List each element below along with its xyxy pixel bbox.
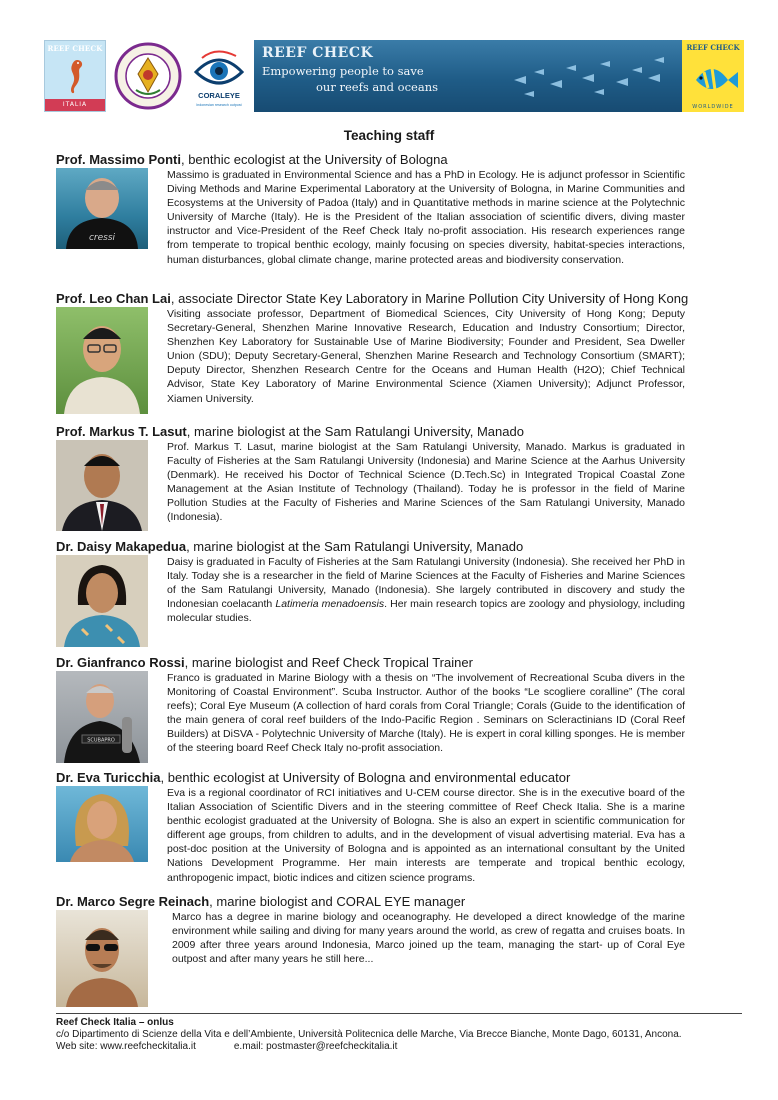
fish-school-icon: [504, 50, 674, 105]
svg-text:cressi: cressi: [88, 233, 116, 243]
reef-check-worldwide-logo: [682, 40, 744, 112]
staff-bio: Marco has a degree in marine biology and oceanography. He developed a direct knowledge of the marine environment while sailing and diving for many years around the world, as crew of regatta and cruises boats. In 2009 after three years around Indonesia, Marco joined up the team, managing the start- up of Coral Eye outpost and after many years he still here...: [172, 911, 685, 966]
staff-bio: Visiting associate professor, Department of Biomedical Sciences, City University of Hong Kong; Deputy Secretary-General, Shenzhen Marine Innovative Research, Education and Industry Consortium; Director, Shenzhen Key Laboratory for Sustainable Use of Marine Biodiversity; Founder and President, Sea Dweller Union (SDU); Deputy Secretary-General, Shenzhen Marine Research and Technology Consortium (SMART); Deputy Director, Shenzhen Research Centre for the Oceans and Human Health (H2O); Chief Technical Advisor, State Key Laboratory of Marine Environmental Science (Xiamen University); Adjunct Professor, Xiamen University.: [167, 308, 685, 405]
footer-organization: Reef Check Italia – onlus: [56, 1017, 174, 1028]
staff-name: Prof. Leo Chan Lai: [56, 291, 171, 306]
staff-name: Dr. Marco Segre Reinach: [56, 894, 210, 909]
staff-entry-lasut: [56, 424, 686, 524]
staff-name: Dr. Gianfranco Rossi: [56, 655, 185, 670]
staff-role: , associate Director State Key Laboratory in Marine Pollution City University of Hong Kong: [170, 291, 689, 306]
worldwide-logo-bottom-text: WORLDWIDE: [692, 104, 734, 110]
staff-name: Prof. Markus T. Lasut: [56, 424, 187, 439]
coral-eye-logo: [190, 40, 248, 112]
staff-heading: [56, 655, 686, 671]
staff-bio: Prof. Markus T. Lasut, marine biologist at the Sam Ratulangi University, Manado. Markus is graduated in Faculty of Fisheries at the Sam Ratulangi University (Indonesia) and Marine Science at the Aarhus University (Denmark). He received his Doctor of Technical Science (D.Tech.Sc) in Integrated Tropical Coastal Zone Management at the Asian Institute of Technology (Thailand). Today he is professor in the field of Marine Pollution Studies at the Faculty of Fisheries and Marine Sciences of the Sam Ratulangi University, Manado (Indonesia).: [167, 441, 685, 524]
worldwide-logo-top-text: REEF CHECK: [686, 43, 740, 52]
staff-photo: [56, 910, 148, 1007]
footer-address: c/o Dipartimento di Scienze della Vita e dell’Ambiente, Università Politecnica delle Marche, Via Brecce Bianche, Monte Dago, 60131, Ancona.: [56, 1029, 682, 1040]
footer-contacts: [56, 1041, 742, 1053]
staff-name: Dr. Eva Turicchia: [56, 770, 161, 785]
staff-name: Prof. Massimo Ponti: [56, 152, 181, 167]
staff-photo: [56, 671, 148, 763]
staff-role: , marine biologist at the Sam Ratulangi University, Manado: [186, 539, 524, 554]
staff-entry-chan-lai: [56, 291, 689, 405]
species-name: Latimeria menadoensis: [275, 598, 385, 611]
reef-check-banner: [254, 40, 744, 112]
staff-entry-ponti: [56, 152, 686, 266]
staff-heading: [56, 539, 686, 555]
staff-role: , marine biologist at the Sam Ratulangi University, Manado: [186, 424, 524, 439]
logo-italia-top-text: REEF CHECK: [47, 44, 103, 53]
staff-role: , marine biologist and Reef Check Tropical Trainer: [184, 655, 473, 670]
staff-heading: [56, 291, 689, 307]
staff-name: Dr. Daisy Makapedua: [56, 539, 187, 554]
page-footer: [56, 1013, 742, 1053]
seahorse-icon: [63, 57, 87, 95]
staff-photo: [56, 555, 148, 647]
staff-photo: [56, 307, 148, 414]
footer-website[interactable]: Web site: www.reefcheckitalia.it: [56, 1041, 196, 1052]
header-logos: [44, 40, 740, 112]
coraleye-logo-text: CORALEYE: [198, 91, 240, 100]
logo-italia-bottom-text: ITALIA: [45, 99, 105, 111]
banner-title: REEF CHECK: [262, 45, 374, 61]
reef-check-italia-logo: [44, 40, 106, 112]
coraleye-logo-subtext: Indonesian research outpost: [196, 103, 242, 107]
staff-heading: [56, 770, 686, 786]
banner-tagline-line-2: our reefs and oceans: [316, 80, 439, 94]
banner-tagline-line-1: Empowering people to save: [262, 64, 424, 78]
staff-entry-makapedua: [56, 539, 686, 625]
svg-text:SCUBAPRO: SCUBAPRO: [87, 737, 115, 744]
staff-heading: [56, 894, 686, 910]
staff-entry-segre-reinach: [56, 894, 686, 966]
unsrat-seal-logo: [114, 40, 182, 112]
staff-role: , benthic ecologist at the University of Bologna: [180, 152, 448, 167]
staff-photo: [56, 786, 148, 862]
staff-bio: [167, 555, 685, 625]
staff-heading: [56, 424, 686, 440]
staff-role: , marine biologist and CORAL EYE manager: [209, 894, 466, 909]
staff-heading: [56, 152, 686, 168]
footer-email[interactable]: e.mail: postmaster@reefcheckitalia.it: [233, 1041, 398, 1052]
tropical-fish-icon: [682, 40, 744, 112]
staff-bio: Franco is graduated in Marine Biology with a thesis on “The involvement of Recreational Scuba divers in the Monitoring of Coastal Environment”. Scuba Instructor. Author of the books “Le scogliere coralline” (The coral reefs); Coral Eye Museum (A collection of hard corals from Coral Triangle; Corals (Guide to the identification of the main genera of coral reef builders of the Indo-Pacific Region . Seminars on Scleractinians ID (Coral Reef Builders) at DiSVA - Polytechnic University of Marche (Italy). He is expert in coral killing sponges. He is member of the steering board Reef Check Italy no-profit association.: [167, 672, 685, 755]
staff-photo: [56, 168, 148, 249]
staff-bio: Eva is a regional coordinator of RCI initiatives and U-CEM course director. She is in the executive board of the Italian Association of Scientific Divers and in the steering committee of Reef Check Italia. She is a marine benthic ecologist graduated at the University of Bologna. She is also an expert in scientific communication for different age groups, from children to adults, and in the development of visual advertising material. Eva has a post-doc position at the University of Bologna and is appointed as an international consultant by the United Nations Development Programme. Her main interests are temperate and tropical benthic ecology, anthropogenic impact, biotic indices and citizen science programs.: [167, 787, 685, 884]
staff-bio: Massimo is graduated in Environmental Science and has a PhD in Ecology. He is adjunct professor in Scientific Diving Methods and Marine Experimental Laboratory at the University of Bologna, in Marine Communities and Ecosystems at the University of Padoa (Italy) and in Quantitative methods in marine science at the Polytechnic University of Marche (Italy). He is the President of the Italian association of scientific divers, diving master instructor and Vice-President of the Reef Check Italy no-profit association. His research experiences range from temperate to tropical benthic ecology, mainly focusing on species diversity, habitat-species interactions, human disturbances, global climate change, marine protected areas and biodiversity conservation.: [167, 169, 685, 266]
staff-role: , benthic ecologist at University of Bologna and environmental educator: [160, 770, 571, 785]
staff-entry-turicchia: [56, 770, 686, 884]
staff-bio-text-end: . Her main research topics are zoology and physiology, including molecular studies.: [167, 598, 686, 625]
staff-photo: [56, 440, 148, 531]
staff-entry-rossi: [56, 655, 686, 755]
page-title: Teaching staff: [343, 128, 435, 143]
staff-bio-text: Daisy is graduated in Faculty of Fisheries at the Sam Ratulangi University (Indonesia). She received her PhD in Italy. Today she is a researcher in the field of Marine Sciences at the Faculty of Fisheries and Marine Sciences of the Sam Ratulangi University, Manado (Indonesia). She largely contributed in discovery and study the Indonesian coelacanth: [167, 556, 685, 611]
